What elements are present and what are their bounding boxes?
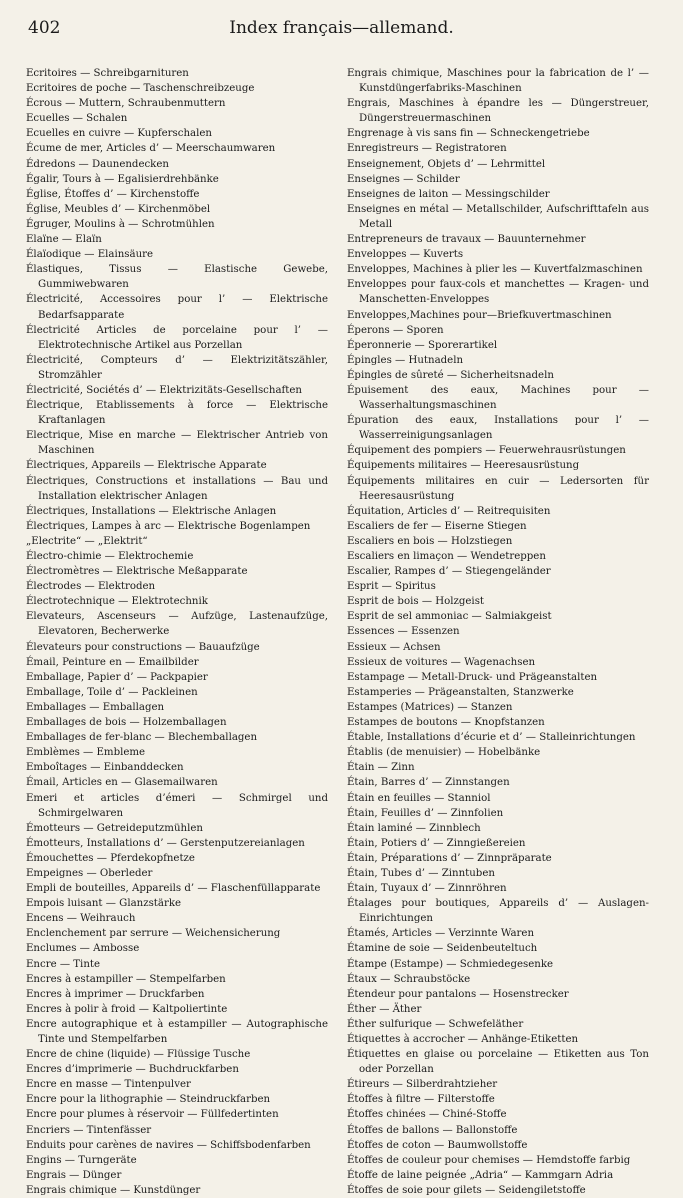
index-entry: Équipement des pompiers — Feuerwehrausrüstungen <box>347 445 626 457</box>
index-entry: Électrique, Etablissements à force — Elektrische Kraftanlagen <box>26 400 328 427</box>
index-entry: Église, Meubles d’ — Kirchenmöbel <box>26 203 211 215</box>
index-entry: Essieux — Achsen <box>347 641 441 653</box>
index-entry: Étalages pour boutiques, Appareils d’ — Auslagen-Einrichtungen <box>347 898 649 925</box>
index-entry: Enseignes de laiton — Messingschilder <box>347 188 550 200</box>
index-entry: Estamperies — Prägeanstalten, Stanzwerke <box>347 686 574 698</box>
index-entry: Enveloppes,Machines pour—Briefkuvertmaschinen <box>347 309 612 321</box>
index-entry: Épuration des eaux, Installations pour l’ — Wasserreinigungsanlagen <box>347 415 649 442</box>
index-entry: Enveloppes — Kuverts <box>347 249 464 261</box>
left-column <box>26 66 328 1198</box>
index-entry: Encens — Weihrauch <box>26 913 136 925</box>
index-entry: Équitation, Articles d’ — Reitrequisiten <box>347 505 551 517</box>
right-column <box>347 66 649 1198</box>
index-entry: Étain laminé — Zinnblech <box>347 822 481 834</box>
index-entry: Émouchettes — Pferdekopfnetze <box>26 852 195 864</box>
index-entry: Empeignes — Oberleder <box>26 867 153 879</box>
index-entry: Épingles de sûreté — Sicherheitsnadeln <box>347 369 554 381</box>
index-entry: Étamine de soie — Seidenbeuteltuch <box>347 943 538 955</box>
index-entry: Étoffes de ballons — Ballonstoffe <box>347 1124 518 1136</box>
index-entry: Élaïodique — Elainsäure <box>26 249 154 261</box>
index-entry: Esprit de bois — Holzgeist <box>347 596 485 608</box>
index-entry: Encre pour plumes à réservoir — Füllfedertinten <box>26 1109 279 1121</box>
index-entry: Étain en feuilles — Stanniol <box>347 792 491 804</box>
index-entry: Étain, Potiers d’ — Zinngießereien <box>347 837 526 849</box>
index-entry: Engrenage à vis sans fin — Schneckengetriebe <box>347 128 590 140</box>
index-entry: Élevateurs pour constructions — Bauaufzüge <box>26 641 260 653</box>
index-entry: Encre en masse — Tintenpulver <box>26 1079 191 1091</box>
index-entry: Ecuelles — Schalen <box>26 113 128 125</box>
index-entry: Encres à estampiller — Stempelfarben <box>26 973 226 985</box>
index-entry: Encriers — Tintenfässer <box>26 1124 152 1136</box>
index-entry: Empli de bouteilles, Appareils d’ — Flaschenfüllapparate <box>26 883 321 895</box>
index-entry: Entrepreneurs de travaux — Bauunternehmer <box>347 234 586 246</box>
index-entry: Elaïne — Elaïn <box>26 234 102 246</box>
index-entry: Électricité, Accessoires pour l’ — Elektrische Bedarfsapparate <box>26 294 328 321</box>
index-entry: Essieux de voitures — Wagenachsen <box>347 656 536 668</box>
index-entry: Escaliers en bois — Holzstiegen <box>347 535 513 547</box>
index-entry: Étendeur pour pantalons — Hosenstrecker <box>347 988 569 1000</box>
index-entry: Encres à polir à froid — Kaltpoliertinte <box>26 1003 228 1015</box>
index-entry: Encre — Tinte <box>26 958 101 970</box>
index-entry: Égalir, Tours à — Egalisierdrehbänke <box>26 173 219 185</box>
index-entry: Étain, Préparations d’ — Zinnpräparate <box>347 852 552 864</box>
index-entry: Engins — Turngeräte <box>26 1154 137 1166</box>
index-entry: Estampes (Matrices) — Stanzen <box>347 701 513 713</box>
index-entry: Emballages — Emballagen <box>26 701 165 713</box>
index-entry: Escaliers en limaçon — Wendetreppen <box>347 551 546 562</box>
index-entry: Électriques, Installations — Elektrische Anlagen <box>26 505 277 517</box>
index-entry: Enclumes — Ambosse <box>26 943 140 955</box>
index-entry: Enseignes — Schilder <box>347 173 460 185</box>
index-entry: Escaliers de fer — Eiserne Stiegen <box>347 520 527 532</box>
index-entry: Étoffes de couleur pour chemises — Hemdstoffe farbig <box>347 1154 631 1166</box>
index-entry: Enseignes en métal — Metallschilder, Aufschrifttafeln aus Metall <box>347 203 649 230</box>
index-entry: Essences — Essenzen <box>347 626 460 638</box>
index-entry: Électrotechnique — Elektrotechnik <box>26 596 208 608</box>
index-entry: Électriques, Lampes à arc — Elektrische Bogenlampen <box>26 520 311 532</box>
index-entry: Écrous — Muttern, Schraubenmuttern <box>26 98 226 110</box>
index-entry: Emballages de fer-blanc — Blechemballagen <box>26 732 258 744</box>
index-entry: Émail, Peinture en — Emailbilder <box>26 656 199 668</box>
index-entry: Enveloppes, Machines à plier les — Kuvertfalzmaschinen <box>347 264 643 276</box>
index-entry: Éther sulfurique — Schwefeläther <box>347 1018 524 1030</box>
index-entry: Étaux — Schraubstöcke <box>347 973 471 985</box>
index-entry: Enseignement, Objets d’ — Lehrmittel <box>347 158 546 170</box>
page-title: Index français—allemand. <box>229 18 454 38</box>
index-entry: Équipements militaires en cuir — Ledersorten für Heeresausrüstung <box>347 475 649 502</box>
index-entry: Église, Étoffes d’ — Kirchenstoffe <box>26 188 200 200</box>
index-entry: Étain, Feuilles d’ — Zinnfolien <box>347 807 504 819</box>
index-entry: Électricité, Sociétés d’ — Elektrizitäts-Gesellschaften <box>26 384 302 396</box>
index-entry: Électriques, Appareils — Elektrische Apparate <box>26 460 267 472</box>
index-entry: Encre pour la lithographie — Steindruckfarben <box>26 1094 271 1106</box>
index-entry: Étoffes chinées — Chiné-Stoffe <box>347 1109 507 1121</box>
index-entry: Encres d’imprimerie — Buchdruckfarben <box>26 1064 239 1076</box>
index-entry: Electrique, Mise en marche — Elektrischer Antrieb von Maschinen <box>26 430 328 457</box>
index-entry: Émotteurs — Getreideputzmühlen <box>26 822 203 834</box>
index-entry: Ecuelles en cuivre — Kupferschalen <box>26 128 212 140</box>
index-entry: Éperonnerie — Sporerartikel <box>347 339 498 351</box>
index-entry: „Electrite“ — „Elektrit“ <box>26 535 148 547</box>
page-number: 402 <box>28 18 61 38</box>
index-entry: Enveloppes pour faux-cols et manchettes — Kragen- und Manschetten-Enveloppes <box>347 279 649 306</box>
index-entry: Électricité Articles de porcelaine pour l’ — Elektrotechnische Artikel aus Porzellan <box>26 324 328 351</box>
index-entry: Emboîtages — Einbanddecken <box>26 762 184 774</box>
index-entry: Escalier, Rampes d’ — Stiegengeländer <box>347 566 551 578</box>
index-entry: Engrais chimique — Kunstdünger <box>26 1184 201 1196</box>
index-entry: Étoffe de laine peignée „Adria“ — Kammgarn Adria <box>347 1169 614 1181</box>
index-entry: Emballage, Papier d’ — Packpapier <box>26 671 208 683</box>
index-entry: Emeri et articles d’émeri — Schmirgel und Schmirgelwaren <box>26 792 328 819</box>
index-entry: Engrais chimique, Maschines pour la fabrication de l’ — Kunstdüngerfabriks-Maschinen <box>347 68 649 95</box>
index-entry: Encres à imprimer — Druckfarben <box>26 988 205 1000</box>
index-entry: Estampage — Metall-Druck- und Prägeanstalten <box>347 671 598 683</box>
index-entry: Étain, Tubes d’ — Zinntuben <box>347 867 495 879</box>
index-entry: Engrais, Maschines à épandre les — Düngerstreuer, Düngerstreuermaschinen <box>347 98 649 125</box>
index-entry: Épingles — Hutnadeln <box>347 354 464 366</box>
index-entry: Encre de chine (liquide) — Flüssige Tusche <box>26 1049 251 1061</box>
index-entry: Esprit — Spiritus <box>347 581 436 593</box>
index-entry: Étiquettes en glaise ou porcelaine — Etiketten aus Ton oder Porzellan <box>347 1049 649 1076</box>
index-entry: Égruger, Moulins à — Schrotmühlen <box>26 218 215 230</box>
index-entry: Elevateurs, Ascenseurs — Aufzüge, Lastenaufzüge, Elevatoren, Becherwerke <box>26 611 328 638</box>
index-entry: Enduits pour carènes de navires — Schiffsbodenfarben <box>26 1139 311 1151</box>
index-entry: Emballages de bois — Holzemballagen <box>26 717 227 729</box>
index-entry: Esprit de sel ammoniac — Salmiakgeist <box>347 611 552 623</box>
index-entry: Électrodes — Elektroden <box>26 581 156 593</box>
index-entry: Ecritoires — Schreibgarnituren <box>26 68 189 79</box>
index-entry: Éperons — Sporen <box>347 324 444 336</box>
index-entry: Estampes de boutons — Knopfstanzen <box>347 717 545 729</box>
index-entry: Étain — Zinn <box>347 762 415 774</box>
index-entry: Étain, Barres d’ — Zinnstangen <box>347 777 510 789</box>
index-entry: Empois luisant — Glanzstärke <box>26 898 182 910</box>
index-entry: Écume de mer, Articles d’ — Meerschaumwaren <box>26 143 276 155</box>
index-entry: Étoffes de soie pour gilets — Seidengiletstoffe <box>347 1184 586 1196</box>
index-entry: Emblèmes — Embleme <box>26 747 146 759</box>
index-entry: Enregistreurs — Registratoren <box>347 143 507 155</box>
index-entry: Émotteurs, Installations d’ — Gerstenputzereianlagen <box>26 837 305 849</box>
index-entry: Étiquettes à accrocher — Anhänge-Etiketten <box>347 1034 579 1045</box>
index-entry: Électro-chimie — Elektrochemie <box>26 551 194 562</box>
index-entry: Étireurs — Silberdrahtzieher <box>347 1079 498 1091</box>
index-entry: Établis (de menuisier) — Hobelbänke <box>347 747 541 759</box>
index-entry: Électricité, Compteurs d’ — Elektrizitätszähler, Stromzähler <box>26 354 328 381</box>
index-entry: Édredons — Daunendecken <box>26 158 169 170</box>
index-entry: Équipements militaires — Heeresausrüstung <box>347 460 580 472</box>
index-entry: Encre autographique et à estampiller — Autographische Tinte und Stempelfarben <box>26 1018 328 1045</box>
index-entry: Émail, Articles en — Glasemailwaren <box>26 777 218 789</box>
index-entry: Étable, Installations d’écurie et d’ — Stalleinrichtungen <box>347 732 636 744</box>
index-entry: Emballage, Toile d’ — Packleinen <box>26 686 198 698</box>
index-entry: Élastiques, Tissus — Elastische Gewebe, Gummiwebwaren <box>26 264 328 291</box>
index-entry: Éther — Äther <box>347 1003 422 1015</box>
index-entry: Engrais — Dünger <box>26 1169 122 1181</box>
index-entry: Ecritoires de poche — Taschenschreibzeuge <box>26 83 255 95</box>
page-header <box>28 18 655 44</box>
index-entry: Étain, Tuyaux d’ — Zinnröhren <box>347 883 507 895</box>
index-entry: Électromètres — Elektrische Meßapparate <box>26 566 248 578</box>
index-entry: Étoffes à filtre — Filterstoffe <box>347 1094 495 1106</box>
index-entry: Étamés, Articles — Verzinnte Waren <box>347 928 535 940</box>
index-entry: Étampe (Estampe) — Schmiedegesenke <box>347 958 554 970</box>
index-entry: Électriques, Constructions et installations — Bau und Installation elektrischer Anlagen <box>26 475 328 502</box>
index-entry: Enclenchement par serrure — Weichensicherung <box>26 928 281 940</box>
index-entry: Étoffes de coton — Baumwollstoffe <box>347 1139 528 1151</box>
index-entry: Épuisement des eaux, Machines pour — Wasserhaltungsmaschinen <box>347 384 649 412</box>
